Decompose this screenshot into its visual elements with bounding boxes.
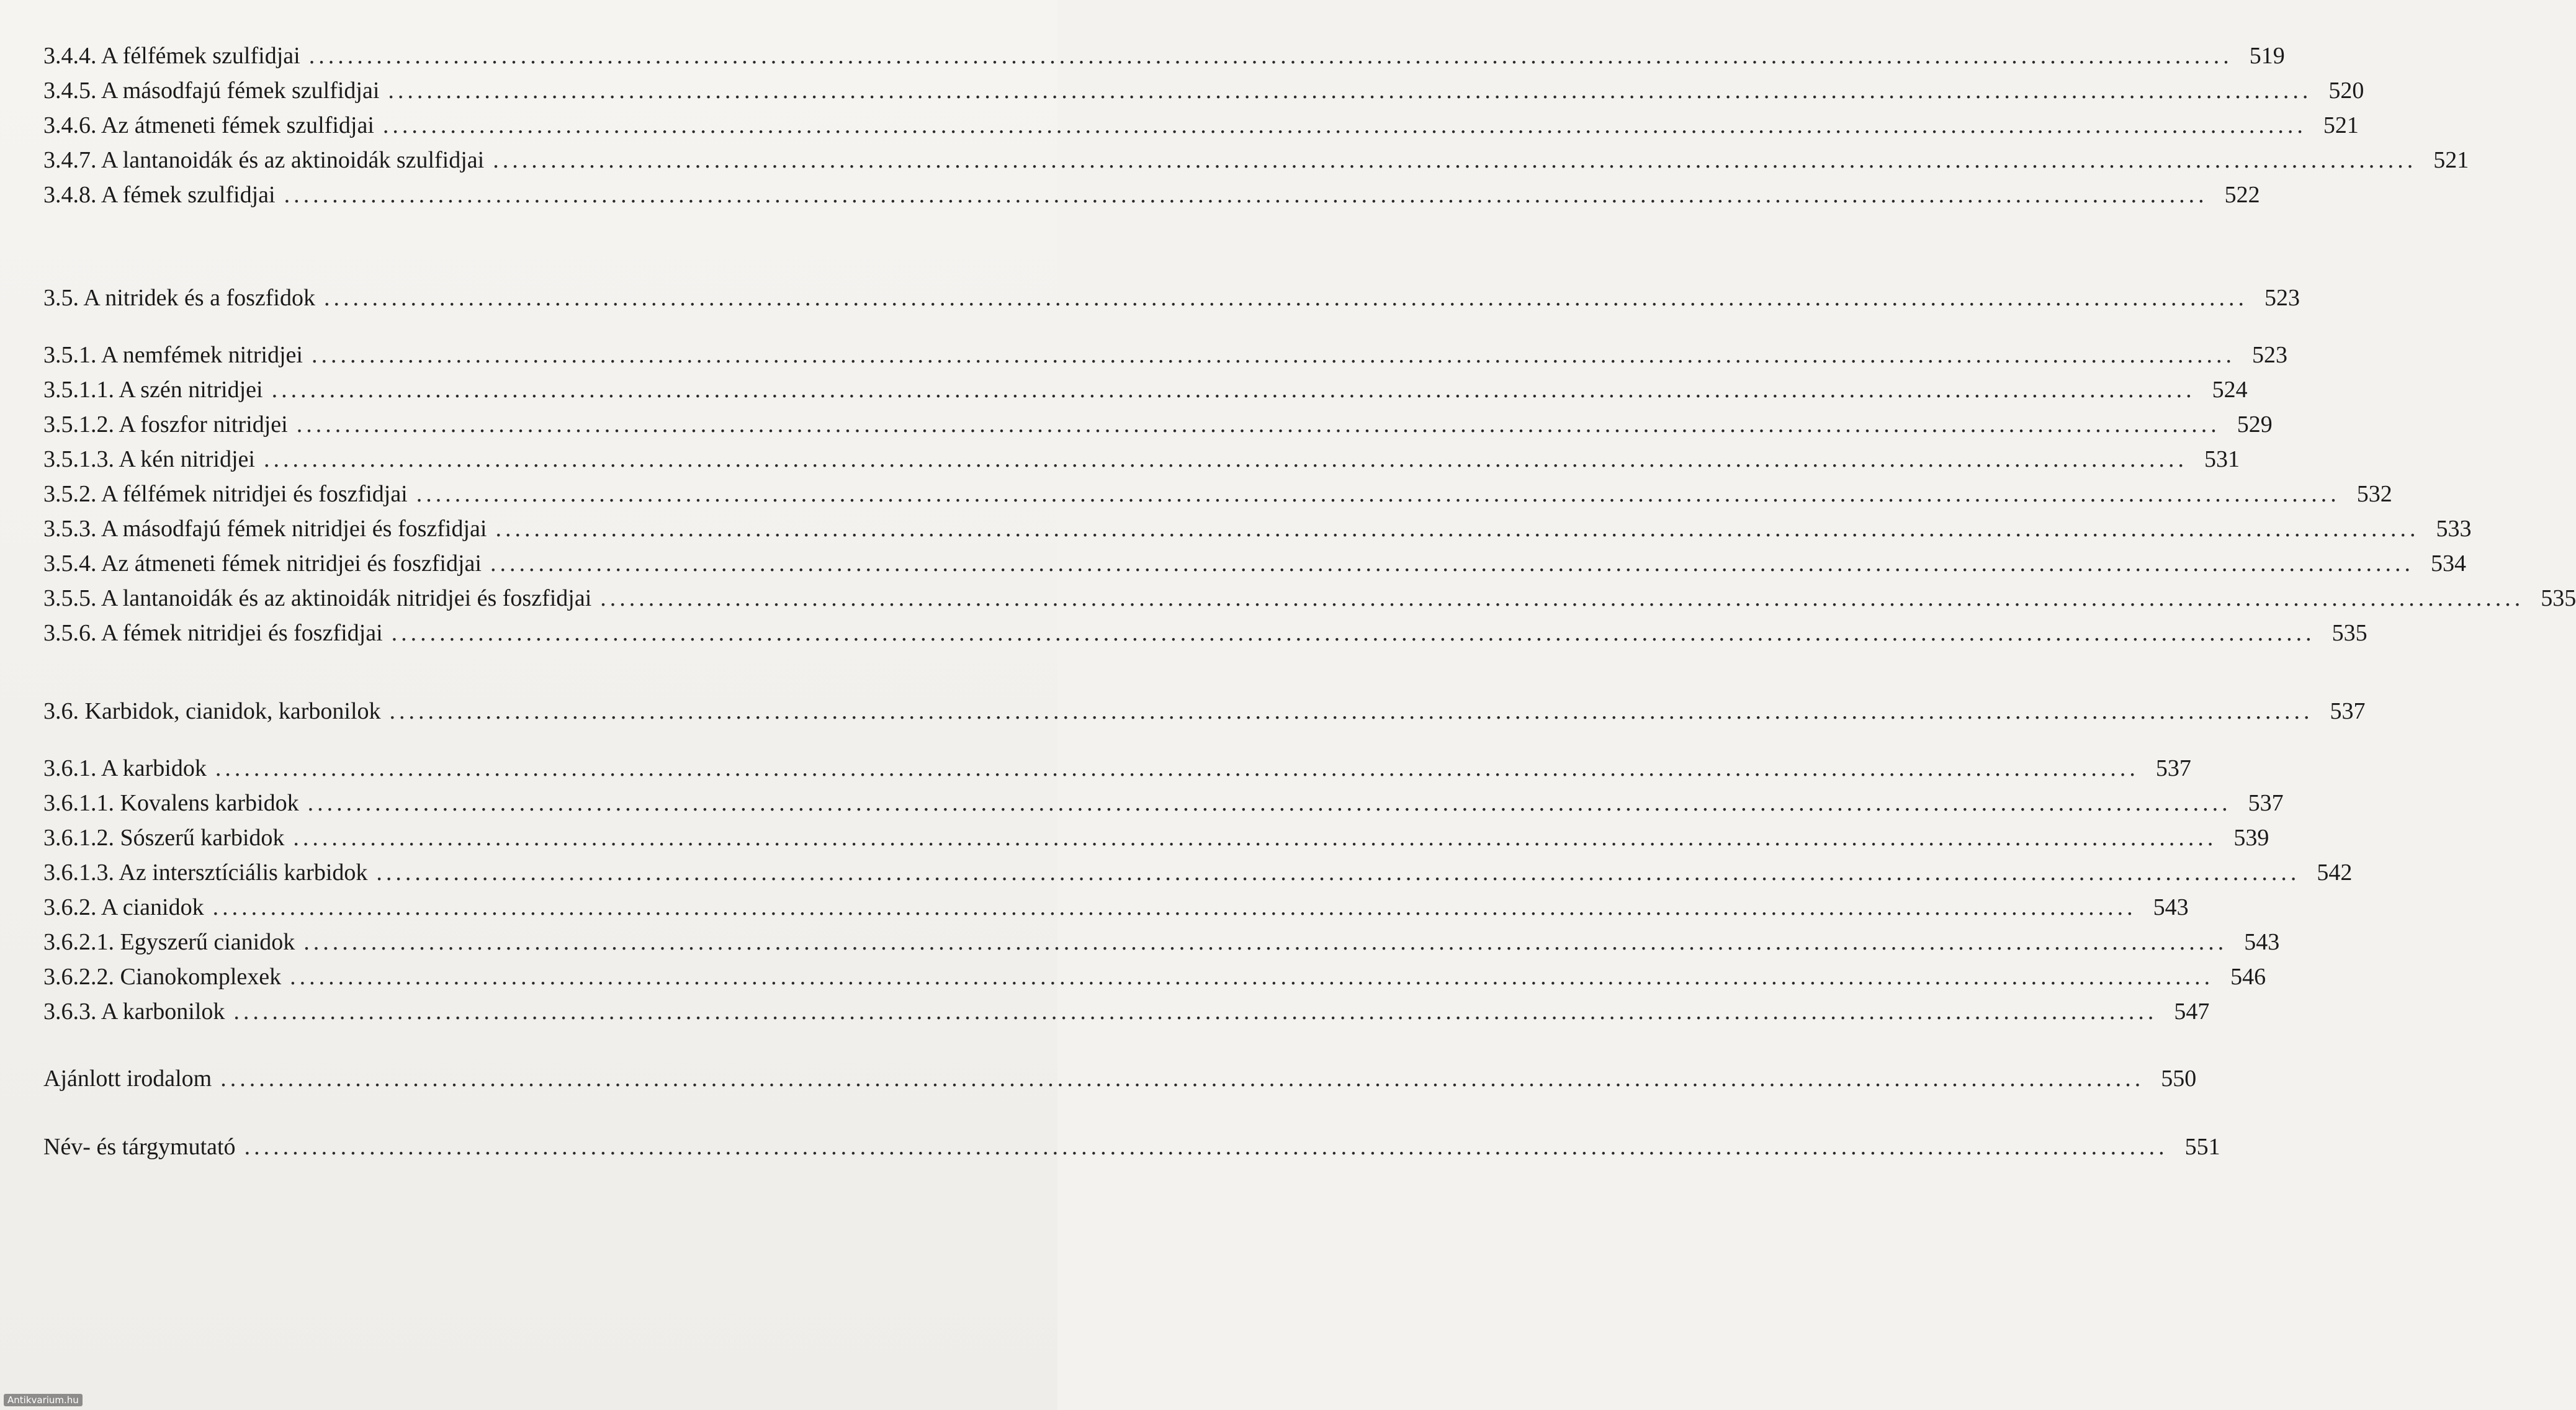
toc-entry-title: 3.6.1. A karbidok [43, 755, 207, 781]
toc-entry-title: 3.5.4. Az átmeneti fémek nitridjei és foszfidjai [43, 550, 482, 577]
toc-entry [43, 616, 2367, 650]
toc-entry [43, 925, 2280, 959]
toc-entry-page: 535 [2331, 620, 2367, 646]
toc-entry [43, 338, 2287, 372]
table-of-contents [43, 0, 2576, 1410]
toc-entry-page: 546 [2230, 964, 2266, 990]
toc-section-heading [43, 1061, 2197, 1096]
toc-entry-title: 3.6. Karbidok, cianidok, karbonilok [43, 698, 381, 724]
toc-entry [43, 855, 2353, 890]
toc-entry-title: 3.4.8. A fémek szulfidjai [43, 182, 276, 208]
toc-entry [43, 751, 2191, 786]
toc-entry [43, 477, 2392, 511]
toc-entry-page: 523 [2251, 342, 2287, 368]
dot-leader: ........................................................................................................................................................................................................ [382, 112, 2307, 138]
toc-section-heading [43, 1129, 2220, 1164]
toc-entry-page: 550 [2161, 1066, 2197, 1092]
toc-entry-title: 3.6.2.1. Egyszerű cianidok [43, 929, 295, 955]
toc-section-heading [43, 694, 2366, 729]
toc-entry [43, 959, 2266, 994]
toc-entry-title: 3.5.2. A félfémek nitridjei és foszfidjai [43, 481, 408, 507]
toc-entry-page: 529 [2237, 411, 2273, 438]
toc-entry-page: 519 [2249, 43, 2285, 69]
toc-entry [43, 73, 2364, 108]
dot-leader: ........................................................................................................................................................................................................ [493, 147, 2417, 173]
toc-entry [43, 581, 2576, 616]
dot-leader: ........................................................................................................................................................................................................ [244, 1134, 2168, 1160]
dot-leader: ........................................................................................................................................................................................................ [389, 698, 2313, 724]
toc-entry-page: 521 [2323, 112, 2359, 138]
dot-leader: ........................................................................................................................................................................................................ [290, 964, 2214, 990]
toc-entry-page: 523 [2264, 285, 2300, 311]
toc-entry-title: 3.5.5. A lantanoidák és az aktinoidák nitridjei és foszfidjai [43, 585, 592, 611]
toc-entry [43, 38, 2285, 73]
toc-section-heading [43, 281, 2300, 315]
toc-entry-page: 533 [2436, 516, 2472, 542]
toc-entry-page: 524 [2212, 377, 2248, 403]
dot-leader: ........................................................................................................................................................................................................ [307, 790, 2232, 816]
dot-leader: ........................................................................................................................................................................................................ [495, 516, 2420, 542]
toc-entry [43, 820, 2269, 855]
toc-entry-title: 3.6.2. A cianidok [43, 894, 204, 920]
toc-entry-title: 3.6.1.1. Kovalens karbidok [43, 790, 299, 816]
toc-entry-title: 3.6.2.2. Cianokomplexek [43, 964, 282, 990]
toc-entry-page: 543 [2153, 894, 2189, 920]
dot-leader: ........................................................................................................................................................................................................ [303, 929, 2228, 955]
dot-leader: ........................................................................................................................................................................................................ [293, 825, 2217, 851]
toc-entry-page: 539 [2233, 825, 2269, 851]
toc-entry-page: 535 [2541, 585, 2576, 611]
dot-leader: ........................................................................................................................................................................................................ [233, 999, 2158, 1025]
toc-entry-title: 3.4.6. Az átmeneti fémek szulfidjai [43, 112, 374, 138]
dot-leader: ........................................................................................................................................................................................................ [284, 182, 2208, 208]
toc-entry [43, 442, 2240, 477]
toc-entry [43, 407, 2273, 442]
dot-leader: ........................................................................................................................................................................................................ [296, 411, 2220, 438]
toc-entry-title: 3.5.6. A fémek nitridjei és foszfidjai [43, 620, 383, 646]
dot-leader: ........................................................................................................................................................................................................ [388, 78, 2312, 104]
dot-leader: ........................................................................................................................................................................................................ [308, 43, 2233, 69]
toc-entry-title: 3.6.3. A karbonilok [43, 999, 225, 1025]
toc-entry-title: Ajánlott irodalom [43, 1066, 212, 1092]
dot-leader: ........................................................................................................................................................................................................ [271, 377, 2196, 403]
toc-entry-page: 542 [2317, 860, 2353, 886]
dot-leader: ........................................................................................................................................................................................................ [600, 585, 2524, 611]
dot-leader: ........................................................................................................................................................................................................ [376, 860, 2300, 886]
toc-entry-title: 3.6.1.3. Az intersztíciális karbidok [43, 860, 368, 886]
toc-entry [43, 546, 2466, 581]
toc-entry-title: 3.5.1.3. A kén nitridjei [43, 446, 255, 472]
dot-leader: ........................................................................................................................................................................................................ [416, 481, 2340, 507]
toc-entry-page: 521 [2433, 147, 2469, 173]
watermark-label: Antikvarium.hu [4, 1394, 83, 1406]
toc-entry [43, 108, 2359, 143]
toc-entry-page: 537 [2330, 698, 2366, 724]
toc-entry-title: 3.5.1. A nemfémek nitridjei [43, 342, 303, 368]
toc-entry-title: 3.6.1.2. Sószerű karbidok [43, 825, 285, 851]
toc-entry [43, 372, 2248, 407]
toc-entry-page: 547 [2174, 999, 2210, 1025]
dot-leader: ........................................................................................................................................................................................................ [323, 285, 2248, 311]
toc-entry-title: 3.5.1.2. A foszfor nitridjei [43, 411, 288, 438]
toc-entry-page: 537 [2248, 790, 2284, 816]
toc-entry [43, 177, 2260, 212]
toc-entry [43, 994, 2210, 1029]
toc-entry [43, 511, 2472, 546]
dot-leader: ........................................................................................................................................................................................................ [391, 620, 2315, 646]
dot-leader: ........................................................................................................................................................................................................ [215, 755, 2139, 781]
toc-entry [43, 890, 2189, 925]
toc-entry-title: 3.5. A nitridek és a foszfidok [43, 285, 315, 311]
toc-entry-page: 537 [2155, 755, 2191, 781]
toc-entry-title: 3.4.4. A félfémek szulfidjai [43, 43, 300, 69]
dot-leader: ........................................................................................................................................................................................................ [220, 1066, 2145, 1092]
toc-entry-page: 522 [2224, 182, 2260, 208]
toc-entry-title: 3.4.5. A másodfajú fémek szulfidjai [43, 78, 380, 104]
toc-entry-page: 534 [2430, 550, 2466, 577]
toc-entry [43, 143, 2469, 177]
toc-entry-page: 543 [2244, 929, 2280, 955]
toc-entry-title: 3.5.3. A másodfajú fémek nitridjei és foszfidjai [43, 516, 487, 542]
toc-entry-page: 532 [2356, 481, 2392, 507]
dot-leader: ........................................................................................................................................................................................................ [263, 446, 2188, 472]
toc-entry-page: 551 [2184, 1134, 2220, 1160]
toc-entry-page: 520 [2328, 78, 2364, 104]
toc-entry [43, 786, 2284, 820]
dot-leader: ........................................................................................................................................................................................................ [212, 894, 2137, 920]
toc-entry-page: 531 [2204, 446, 2240, 472]
toc-entry-title: 3.4.7. A lantanoidák és az aktinoidák szulfidjai [43, 147, 485, 173]
toc-entry-title: Név- és tárgymutató [43, 1134, 236, 1160]
dot-leader: ........................................................................................................................................................................................................ [490, 550, 2414, 577]
dot-leader: ........................................................................................................................................................................................................ [311, 342, 2235, 368]
toc-entry-title: 3.5.1.1. A szén nitridjei [43, 377, 263, 403]
